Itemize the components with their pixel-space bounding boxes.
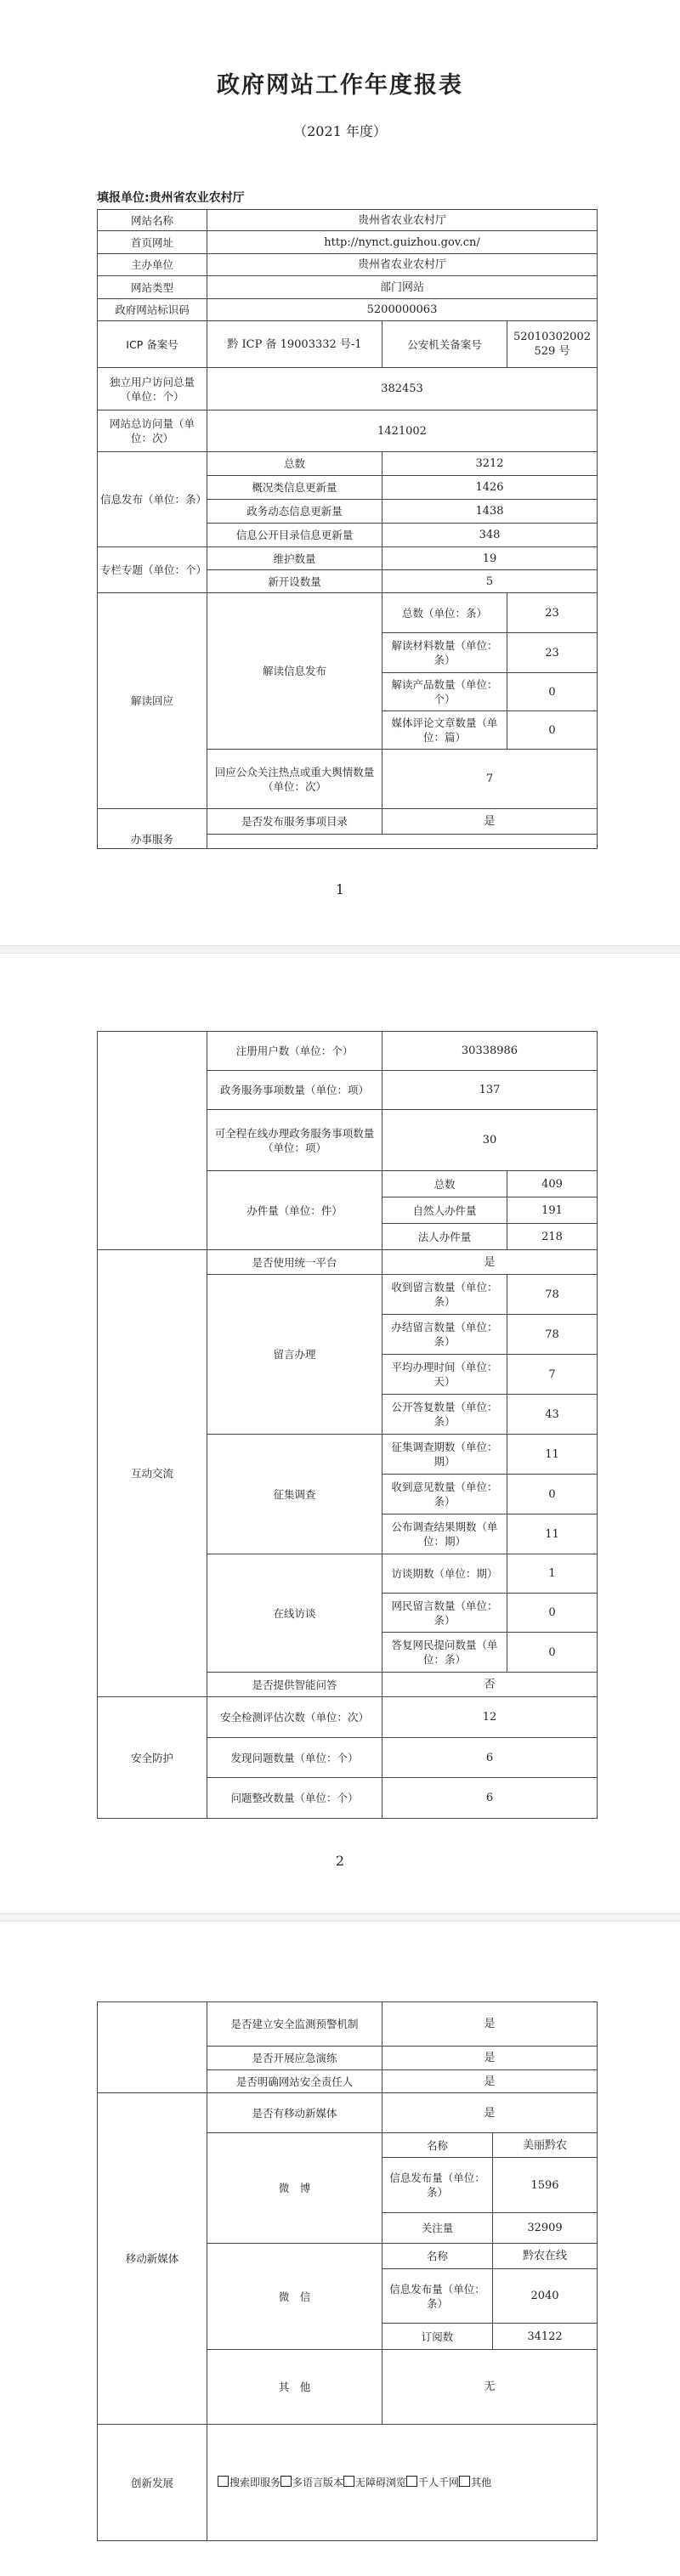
service-catalog-value: 是 (382, 808, 598, 835)
page-number-1: 1 (335, 881, 345, 897)
page-gap (0, 945, 680, 954)
interp-product-value: 0 (507, 672, 598, 711)
weixin-name-value: 黔农在线 (492, 2243, 598, 2269)
survey-opinions-label: 收到意见数量（单位：条） (382, 1474, 507, 1514)
security-continued-cell (97, 2001, 207, 2093)
security-label: 安全防护 (97, 1696, 207, 1819)
checkbox-icon[interactable] (280, 2476, 292, 2487)
ai-qa-value: 否 (382, 1672, 598, 1697)
security-checks-label: 安全检测评估次数（单位：次） (207, 1696, 382, 1738)
other-media-value: 无 (382, 2349, 598, 2425)
survey-opinions-value: 0 (507, 1474, 598, 1514)
total-visits-label: 网站总访问量（单位：次） (97, 410, 207, 452)
survey-label: 征集调查 (207, 1434, 382, 1554)
survey-periods-value: 11 (507, 1434, 598, 1475)
issues-found-label: 发现问题数量（单位：个） (207, 1737, 382, 1778)
interpretation-label: 解读回应 (97, 592, 207, 809)
handled-label: 办件量（单位：件） (207, 1170, 382, 1250)
report-title: 政府网站工作年度报表 (217, 72, 463, 99)
total-visits-value: 1421002 (207, 410, 598, 452)
reporting-unit: 填报单位:贵州省农业农村厅 (97, 191, 245, 205)
checkbox-icon[interactable] (459, 2476, 470, 2487)
msg-public-value: 43 (507, 1394, 598, 1435)
handled-total-label: 总数 (382, 1170, 507, 1197)
msg-received-label: 收到留言数量（单位：条） (382, 1274, 507, 1315)
handled-natural-label: 自然人办件量 (382, 1197, 507, 1224)
msg-done-label: 办结留言数量（单位：条） (382, 1314, 507, 1355)
columns-maintain-value: 19 (382, 546, 598, 570)
sponsor-label: 主办单位 (97, 253, 207, 276)
interview-label: 在线访谈 (207, 1554, 382, 1673)
interp-response-label: 回应公众关注热点或重大舆情数量（单位：次） (207, 749, 382, 809)
checkbox-icon[interactable] (406, 2476, 417, 2487)
weibo-posts-value: 1596 (492, 2157, 598, 2213)
interp-response-value: 7 (382, 749, 598, 809)
service-items-label: 政务服务事项数量（单位：项） (207, 1070, 382, 1110)
homepage-label: 首页网址 (97, 230, 207, 254)
innovation-options (207, 2424, 598, 2541)
handled-total-value: 409 (507, 1170, 598, 1197)
columns-label: 专栏专题（单位：个） (97, 546, 207, 593)
issues-fixed-label: 问题整改数量（单位：个） (207, 1777, 382, 1819)
columns-new-label: 新开设数量 (207, 569, 382, 593)
mobile-media-label: 移动新媒体 (97, 2092, 207, 2425)
affairs-update-value: 1438 (382, 499, 598, 524)
service-blank-cell (207, 834, 598, 849)
handled-legal-label: 法人办件量 (382, 1223, 507, 1250)
site-name-value: 贵州省农业农村厅 (207, 209, 598, 231)
warning-mechanism-label: 是否建立安全监测预警机制 (207, 2001, 382, 2047)
online-items-value: 30 (382, 1109, 598, 1171)
icp-label: ICP 备案号 (97, 320, 207, 368)
checkbox-icon[interactable] (218, 2476, 229, 2487)
report-year: （2021 年度） (293, 123, 387, 139)
info-total-value: 3212 (382, 451, 598, 476)
service-continued-cell (97, 1031, 207, 1250)
warning-mechanism-value: 是 (382, 2001, 598, 2047)
weibo-follows-label: 关注量 (382, 2212, 493, 2244)
interp-material-value: 23 (507, 632, 598, 673)
service-label: 办事服务 (97, 808, 207, 849)
other-media-label: 其 他 (207, 2349, 382, 2425)
interp-product-label: 解读产品数量（单位：个） (382, 672, 507, 711)
unique-visitors-value: 382453 (207, 367, 598, 410)
survey-results-label: 公布调查结果期数（单位：期） (382, 1514, 507, 1554)
columns-maintain-label: 维护数量 (207, 546, 382, 570)
catalog-update-value: 348 (382, 523, 598, 547)
site-code-label: 政府网站标识码 (97, 298, 207, 321)
interview-questions-value: 0 (507, 1593, 598, 1633)
interp-total-value: 23 (507, 592, 598, 633)
handled-natural-value: 191 (507, 1197, 598, 1224)
weixin-posts-label: 信息发布量（单位：条） (382, 2268, 493, 2324)
issues-fixed-value: 6 (382, 1777, 598, 1819)
site-type-value: 部门网站 (207, 275, 598, 299)
interview-periods-value: 1 (507, 1554, 598, 1594)
security-checks-value: 12 (382, 1696, 598, 1738)
interp-total-label: 总数（单位：条） (382, 592, 507, 633)
interview-answers-label: 答复网民提问数量（单位：条） (382, 1632, 507, 1673)
weixin-posts-value: 2040 (492, 2268, 598, 2324)
unique-visitors-label: 独立用户访问总量（单位：个） (97, 367, 207, 410)
site-name-label: 网站名称 (97, 209, 207, 231)
msg-avg-label: 平均办理时间（单位：天） (382, 1354, 507, 1395)
interview-questions-label: 网民留言数量（单位：条） (382, 1593, 507, 1633)
page-number-2: 2 (335, 1853, 345, 1869)
msg-received-value: 78 (507, 1274, 598, 1315)
info-publish-label: 信息发布（单位：条） (97, 451, 207, 547)
catalog-update-label: 信息公开目录信息更新量 (207, 523, 382, 547)
weibo-follows-value: 32909 (492, 2212, 598, 2244)
security-person-label: 是否明确网站安全责任人 (207, 2069, 382, 2093)
msg-done-value: 78 (507, 1314, 598, 1355)
has-mobile-label: 是否有移动新媒体 (207, 2092, 382, 2133)
weibo-label: 微 博 (207, 2132, 382, 2244)
checkbox-icon[interactable] (343, 2476, 354, 2487)
site-code-value: 5200000063 (207, 298, 598, 321)
info-total-label: 总数 (207, 451, 382, 476)
page-gap (0, 1913, 680, 1922)
has-mobile-value: 是 (382, 2092, 598, 2133)
emergency-drill-label: 是否开展应急演练 (207, 2046, 382, 2070)
service-catalog-label: 是否发布服务事项目录 (207, 808, 382, 835)
handled-legal-value: 218 (507, 1223, 598, 1250)
weixin-label: 微 信 (207, 2243, 382, 2350)
interview-answers-value: 0 (507, 1632, 598, 1673)
option-personalized[interactable]: 千人千网 (406, 2476, 459, 2490)
survey-results-value: 11 (507, 1514, 598, 1554)
platform-value: 是 (382, 1249, 598, 1275)
site-type-label: 网站类型 (97, 275, 207, 299)
emergency-drill-value: 是 (382, 2046, 598, 2070)
service-items-value: 137 (382, 1070, 598, 1110)
innovation-label: 创新发展 (97, 2424, 207, 2541)
msg-public-label: 公开答复数量（单位：条） (382, 1394, 507, 1435)
survey-periods-label: 征集调查期数（单位：期） (382, 1434, 507, 1475)
interp-media-label: 媒体评论文章数量（单位：篇） (382, 711, 507, 750)
sponsor-value: 贵州省农业农村厅 (207, 253, 598, 276)
interpretation-sub-label: 解读信息发布 (207, 592, 382, 750)
registered-users-label: 注册用户数（单位：个） (207, 1031, 382, 1071)
option-accessibility[interactable]: 无障碍浏览 (343, 2476, 406, 2490)
overview-update-label: 概况类信息更新量 (207, 475, 382, 500)
option-search-service[interactable]: 搜索即服务 (218, 2476, 280, 2490)
icp-value: 黔 ICP 备 19003332 号-1 (207, 320, 382, 368)
interview-periods-label: 访谈期数（单位：期） (382, 1554, 507, 1594)
weibo-name-label: 名称 (382, 2132, 493, 2158)
msg-avg-value: 7 (507, 1354, 598, 1395)
interp-media-value: 0 (507, 711, 598, 750)
registered-users-value: 30338986 (382, 1031, 598, 1071)
overview-update-value: 1426 (382, 475, 598, 500)
interaction-label: 互动交流 (97, 1249, 207, 1697)
public-security-value: 52010302002529 号 (507, 320, 598, 368)
ai-qa-label: 是否提供智能问答 (207, 1672, 382, 1697)
message-handling-label: 留言办理 (207, 1274, 382, 1435)
affairs-update-label: 政务动态信息更新量 (207, 499, 382, 524)
issues-found-value: 6 (382, 1737, 598, 1778)
online-items-label: 可全程在线办理政务服务事项数量（单位：项） (207, 1109, 382, 1171)
weibo-name-value: 美丽黔农 (492, 2132, 598, 2158)
columns-new-value: 5 (382, 569, 598, 593)
weixin-subs-value: 34122 (492, 2323, 598, 2350)
weibo-posts-label: 信息发布量（单位：条） (382, 2157, 493, 2213)
security-person-value: 是 (382, 2069, 598, 2093)
weixin-name-label: 名称 (382, 2243, 493, 2269)
public-security-label: 公安机关备案号 (382, 320, 507, 368)
interp-material-label: 解读材料数量（单位：条） (382, 632, 507, 673)
weixin-subs-label: 订阅数 (382, 2323, 493, 2350)
option-multilingual[interactable]: 多语言版本 (280, 2476, 343, 2490)
option-other[interactable]: 其他 (459, 2476, 491, 2490)
homepage-url: http://nynct.guizhou.gov.cn/ (207, 230, 598, 254)
platform-label: 是否使用统一平台 (207, 1249, 382, 1275)
